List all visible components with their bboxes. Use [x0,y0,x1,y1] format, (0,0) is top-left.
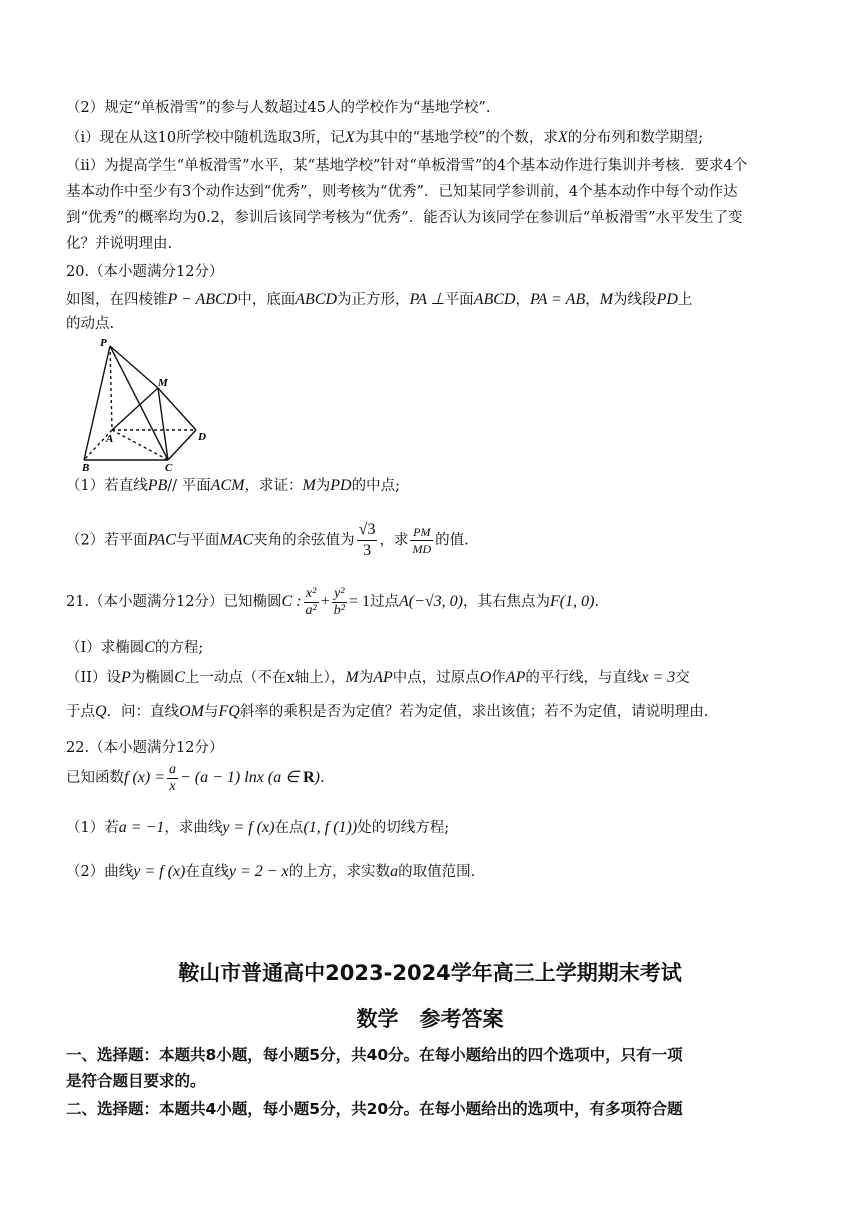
q21-stem: 21.（本小题满分12分）已知椭圆C : $\frac{\text{x²}}{\text{a²}}$ + $\frac{\text{y²}}{\text{b²}}$ = 1过点A(−√3, 0)，其右焦点为F(1, 0). [66,585,600,618]
q21-part2-line1: （II）设P为椭圆C上一动点（不在x轴上），M为AP中点，过原点O作AP的平行线，与直线x = 3交 [66,669,690,686]
q22-part1: （1）若a = −1，求曲线y = f (x)在点(1, f (1))处的切线方程; [66,819,450,836]
answer-title: 鞍山市普通高中2023-2024学年高三上学期期末考试 [178,961,682,985]
section2-line1: 二、选择题：本题共4小题，每小题5分，共20分。在每小题给出的选项中，有多项符合题 [66,1100,683,1118]
answer-subtitle: 数学 参考答案 [356,1007,504,1031]
q21-part1: （I）求椭圆C的方程; [66,639,204,656]
q19-part2: （2）规定“单板滑雪”的参与人数超过45人的学校作为“基地学校”. [66,100,491,116]
q22-heading: 22.（本小题满分12分） [66,740,224,756]
label-C: C [165,462,173,474]
label-M: M [158,377,168,389]
q20-heading: 20.（本小题满分12分） [66,264,224,280]
q20-stem-line1: 如图，在四棱锥P − ABCD中，底面ABCD为正方形，PA ⊥平面ABCD，PA = AB，M为线段PD上 [66,291,693,308]
pyramid-figure [72,334,212,474]
label-D: D [198,431,206,443]
q19-sub-ii-line3: 到“优秀”的概率均为0.2，参训后该同学考核为“优秀”．能否认为该同学在参训后“单板滑雪”水平发生了变 [66,210,743,226]
q21-part2-line2: 于点Q．问：直线OM与FQ斜率的乘积是否为定值？若为定值，求出该值；若不为定值，请说明理由. [66,703,709,720]
q19-sub-ii-line2: 基本动作中至少有3个动作达到“优秀”，则考核为“优秀”．已知某同学参训前，4个基本动作中每个动作达 [66,184,738,200]
label-P: P [100,337,107,349]
label-A: A [106,433,114,445]
label-B: B [82,462,90,474]
q19-sub-ii-line4: 化？并说明理由. [66,236,173,252]
q22-part2: （2）曲线y = f (x)在直线y = 2 − x的上方，求实数a的取值范围. [66,863,476,880]
section1-line2: 是符合题目要求的。 [66,1072,206,1090]
q22-function: 已知函数f (x) = $\frac{a}{x}$ − (a − 1) lnx (a ∈ R). [66,761,325,794]
q20-part1: （1）若直线PB// 平面ACM，求证：M为PD的中点; [66,477,400,494]
q20-part2: （2）若平面PAC与平面MAC夹角的余弦值为 $\frac{√3}{3}$ ，求 $\frac{PM}{MD}$ 的值. [66,521,469,559]
q19-sub-i: （i）现在从这10所学校中随机选取3所，记X为其中的“基地学校”的个数，求X的分布列和数学期望; [66,129,704,146]
section1-line1: 一、选择题：本题共8小题，每小题5分，共40分。在每小题给出的四个选项中，只有一项 [66,1046,683,1064]
q19-sub-ii-line1: （ii）为提高学生“单板滑雪”水平，某“基地学校”针对“单板滑雪”的4个基本动作进行集训并考核．要求4个 [66,158,748,174]
q20-stem-line2: 的动点. [66,316,115,332]
